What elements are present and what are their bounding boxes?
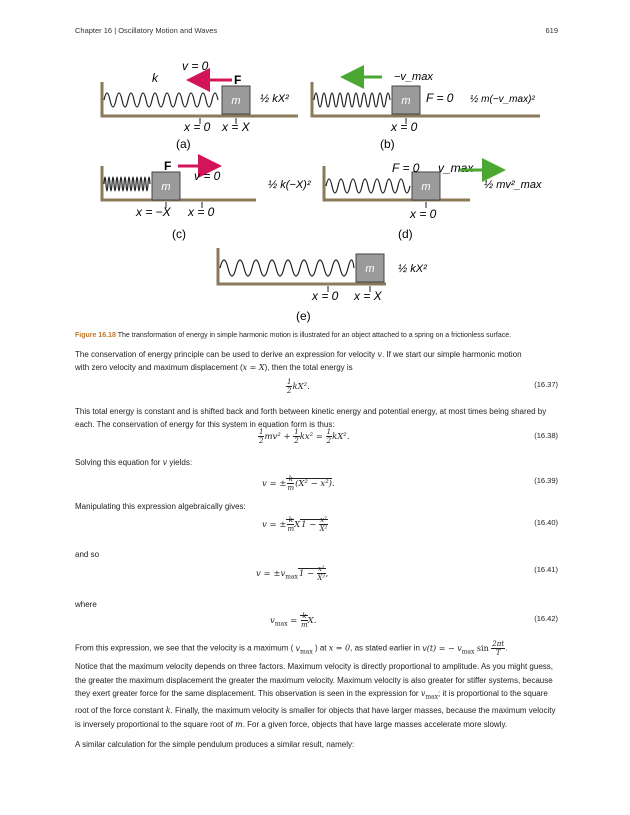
energy-label: ½ mv²_max	[484, 179, 542, 191]
mass-label: m	[421, 181, 431, 193]
equation-16-37: $\frac{1}{2}$ kX².	[287, 378, 310, 395]
velocity-label: −v_max	[394, 71, 433, 83]
spring	[104, 93, 218, 107]
page-number: 619	[545, 26, 558, 35]
equation-number: (16.40)	[534, 518, 558, 527]
force-label: F = 0	[426, 91, 454, 105]
panel-e	[218, 248, 427, 323]
figure-caption	[75, 331, 555, 341]
panel-d	[324, 161, 542, 241]
panel-c	[102, 159, 311, 241]
paragraph: This total energy is constant and is shifted back and forth between kinetic energy and potential energy, at most times being shared by each. The conservation of energy for this system in equation form is thus:	[75, 407, 547, 429]
mass-label: m	[401, 95, 411, 107]
mass-label: m	[161, 181, 171, 193]
caption-label: Figure 16.18	[75, 332, 116, 339]
pos-label: x = 0	[391, 120, 418, 134]
panel-label: (c)	[172, 227, 186, 241]
force-label: F	[164, 159, 172, 173]
mass-label: m	[365, 263, 375, 275]
velocity-label: v = 0	[194, 169, 221, 183]
force-label: F	[234, 73, 242, 87]
force-label: F = 0	[392, 161, 420, 175]
paragraph: A similar calculation for the simple pendulum produces a similar result, namely:	[75, 740, 355, 749]
panel-label: (d)	[398, 227, 413, 241]
velocity-label: v = 0	[182, 59, 209, 73]
paragraph: Notice that the maximum velocity depends on three factors. Maximum velocity is directly proportional to amplitude. As you might guess, the greater the maximum displacement the greater the maximum velocity. Maximum velocity is also greater for stiffer systems, because they exert greater force for the same displacement. This observation is seen in the expression for $v_{max}$; it is proportional to the square root of the force constant k. Finally, the maximum velocity is smaller for objects that have larger masses, because the maximum velocity is inversely proportional to the square root of m. For a given force, objects that have large masses accelerate more slowly.	[75, 662, 556, 729]
paragraph: Manipulating this expression algebraically gives:	[75, 502, 246, 511]
paragraph: and so	[75, 550, 100, 559]
mass-label: m	[231, 95, 241, 107]
velocity-label: v_max	[438, 161, 474, 175]
equation-16-42: $v_{max}$ = $\frac{k}{m}$ X.	[270, 612, 317, 629]
pos-label: x = −X	[136, 205, 171, 219]
energy-label: ½ m(−v_max)²	[470, 94, 535, 105]
pos-label: x = 0	[184, 120, 211, 134]
spring	[314, 93, 390, 107]
pos-label: x = X	[222, 120, 250, 134]
paragraph: Solving this equation for v yields:	[75, 458, 193, 467]
pos-label: x = 0	[312, 289, 339, 303]
spring	[220, 260, 354, 276]
energy-label: ½ kX²	[398, 263, 427, 275]
spring	[326, 179, 410, 193]
chapter-header: Chapter 16 | Oscillatory Motion and Waves	[75, 26, 218, 35]
equation-16-40: v = ± $\frac{k}{m}$ X1 − $\frac{\text{x²}}{\text{X²}}$	[262, 516, 328, 533]
paragraph: The conservation of energy principle can be used to derive an expression for velocity v. If we start our simple harmonic motion with zero velocity and maximum displacement (x = X), then the total energy is	[75, 350, 522, 372]
panel-b	[312, 71, 540, 151]
panel-label: (e)	[296, 309, 311, 323]
pos-label: x = 0	[188, 205, 215, 219]
caption-text: The transformation of energy in simple harmonic motion is illustrated for an object attached to a spring on a frictionless surface.	[117, 332, 512, 339]
energy-label: ½ k(−X)²	[268, 179, 311, 191]
equation-16-38: $\frac{1}{2}$ mv² + $\frac{1}{2}$ kx² = $\frac{1}{2}$ kX².	[259, 428, 350, 445]
spring	[104, 177, 150, 191]
panel-label: (a)	[176, 137, 191, 151]
paragraph: From this expression, we see that the velocity is a maximum ( $v_{max}$ ) at x = 0, as stated earlier in v(t) = − $v_{max}$ sin $\frac{2\pi t}{T}$ .	[75, 640, 508, 657]
equation-number: (16.41)	[534, 565, 558, 574]
pos-label: x = X	[354, 289, 382, 303]
equation-16-41: $v = \pm v_{max}1$ − $\frac{\text{x²}}{\text{X²}}$ ,	[256, 565, 329, 582]
energy-label: ½ kX²	[260, 93, 289, 105]
equation-number: (16.38)	[534, 431, 558, 440]
equation-number: (16.37)	[534, 380, 558, 389]
equation-16-39: v = ± $\frac{k}{m}$ (X² − x²).	[262, 475, 335, 492]
equation-number: (16.42)	[534, 614, 558, 623]
paragraph: where	[75, 600, 97, 609]
panel-label: (b)	[380, 137, 395, 151]
equation-number: (16.39)	[534, 476, 558, 485]
pos-label: x = 0	[410, 207, 437, 221]
spring-constant-label: k	[152, 71, 158, 85]
panel-a	[102, 59, 298, 151]
spring-energy-figure	[0, 0, 630, 330]
